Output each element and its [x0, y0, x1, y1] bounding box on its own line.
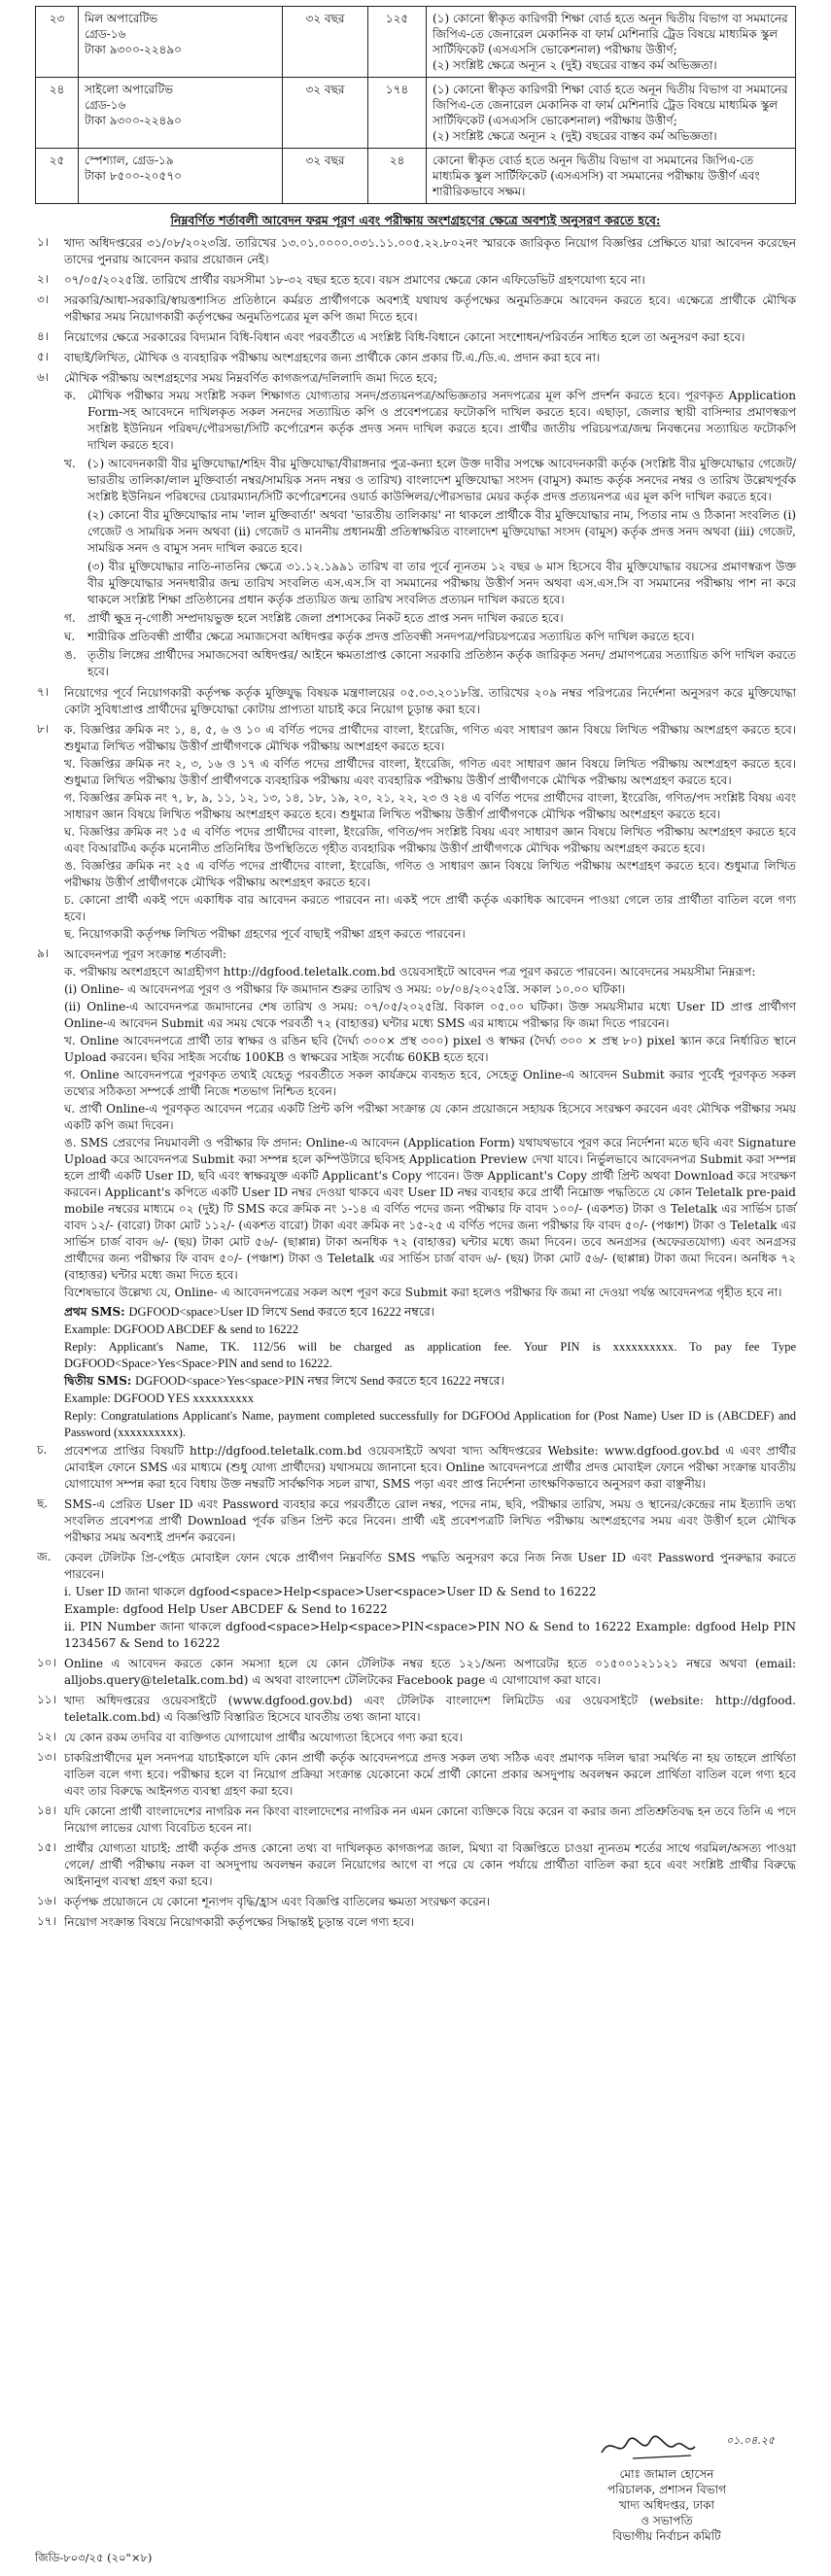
- item-number: চ.: [37, 1443, 48, 1457]
- item-line: ঙ. বিজ্ঞপ্তির ক্রমিক নং ২৫ এ বর্ণিত পদের প্রার্থীদের বাংলা, ইংরেজি, গণিত ও সাধারণ জ্ঞান বিষয়ে লিখিত পরীক্ষায় অংশগ্রহণ করতে হবে। শুধুমাত্র লিখিত পরীক্ষায় উত্তীর্ণ প্রার্থীগণকে মৌখিক পরীক্ষায় অংশগ্রহণ করতে হবে।: [64, 859, 796, 889]
- sub-item-label: [64, 507, 87, 557]
- sms-instructions: [35, 1304, 796, 1441]
- item-line: SMS-এ প্রেরিত User ID এবং Password ব্যবহার করে পরবর্তীতে রোল নম্বর, পদের নাম, ছবি, পরীক্ষার তারিখ, সময় ও স্থানের/কেন্দ্রের নাম ইত্যাদি তথ্য সংবলিত প্রবেশপত্র প্রার্থী Download পূর্বক রঙিন প্রিন্ট করে নিবেন। প্রার্থী এই প্রবেশপত্রটি লিখিত পরীক্ষায় অংশগ্রহণের সময় এবং উত্তীর্ণ হলে মৌখিক পরীক্ষার সময় অবশ্যই প্রদর্শন করবেন।: [64, 1497, 796, 1544]
- signature-date: ০১.০৪.২৫: [726, 2434, 775, 2447]
- item-line: ক. পরীক্ষায় অংশগ্রহণে আগ্রহীগণ http://dgfood.teletalk.com.bd ওয়েবসাইটে আবেদন পত্র পূরণ করতে পারবেন। আবেদনের সময়সীমা নিম্নরূপ:: [64, 965, 756, 979]
- item-number: ১৩।: [37, 1750, 56, 1764]
- item-text: [64, 1655, 796, 1690]
- sub-item-text: তৃতীয় লিঙ্গের প্রার্থীদের সমাজসেবা অধিদপ্তর/ আইনে ক্ষমতাপ্রাপ্ত কোনো সরকারি প্রতিষ্ঠান কর্তৃক জারিকৃত সনদ/ প্রমাণপত্রের সত্যায়িত কপি দাখিল করতে হবে।: [87, 648, 796, 678]
- item-text: [64, 369, 796, 682]
- item-text: [64, 684, 796, 719]
- item-line: বিশেষভাবে উল্লেখ্য যে, Online- এ আবেদনপত্রের সকল অংশ পূরণ করে Submit করা হলেও পরীক্ষার ফি জমা না দেওয়া পর্যন্ত আবেদনপত্র গৃহীত হবে না।: [64, 1286, 782, 1299]
- item-text: [64, 1729, 796, 1747]
- item-line: নিয়োগের পূর্বে নিয়োগকারী কর্তৃপক্ষ কর্তৃক মুক্তিযুদ্ধ বিষয়ক মন্ত্রণালয়ের ০৫.০৩.২০১৮খ্রি. তারিখের ২০৯ নম্বর পরিপত্রের নির্দেশনা অনুসরণ করে মুক্তিযোদ্ধা কোটা সুবিধাপ্রাপ্ত প্রার্থীদের মুক্তিযোদ্ধা কোটায় প্রাপ্যতা যাচাই করে নিয়োগ চূড়ান্ত করা হবে।: [64, 686, 796, 716]
- jobs-table-body: [36, 7, 796, 204]
- item-line: চাকরিপ্রার্থীদের মূল সনদপত্র যাচাইকালে যদি কোন প্রার্থী কর্তৃক আবেদনপত্রে প্রদত্ত সকল তথ্য সঠিক এবং প্রমাণক দলিল দ্বারা সমর্থিত না হয় তাহলে প্রার্থিতা বাতিল বলে গণ্য হবে। পরীক্ষার হলে বা নিয়োগ প্রক্রিয়া সংক্রান্ত যেকোনো কর্মে প্রার্থী কোনো প্রকার অসদুপায় অবলম্বন করলে প্রার্থিতা বাতিল বলে গণ্য হবে এবং তার বিরুদ্ধে আইনগত ব্যবস্থা গ্রহণ করা হবে।: [64, 1751, 796, 1798]
- list-item: [35, 1749, 796, 1801]
- job-count: ১৭৪: [368, 78, 427, 149]
- item-text: [64, 1749, 796, 1801]
- footer-code: জিডি-৮০৩/২৫ (২০"×৮): [35, 2551, 153, 2564]
- item-number: ১১।: [37, 1693, 56, 1706]
- item-text: [64, 945, 796, 1302]
- job-post: মিল অপারেটিভ গ্রেড-১৬ টাকা ৯৩০০-২২৪৯০: [79, 7, 283, 78]
- item-number: ১০।: [37, 1656, 56, 1669]
- sub-item-label: গ.: [64, 611, 76, 625]
- list-item: [35, 721, 796, 944]
- item-number: জ.: [37, 1550, 52, 1563]
- item-line: গ. Online আবেদনপত্রে পূরণকৃত তথ্যই যেহেতু পরবর্তীতে সকল কার্যক্রমে ব্যবহৃত হবে, সেহেতু Online-এ আবেদন Submit করার পূর্বেই পূরণকৃত সকল তথ্যের সঠিকতা সম্পর্কে প্রার্থী নিজে শতভাগ নিশ্চিত হবেন।: [64, 1068, 796, 1098]
- sub-item: [64, 507, 796, 557]
- list-item: [35, 1893, 796, 1911]
- job-age: ৩২ বছর: [283, 7, 368, 78]
- item-line: মৌখিক পরীক্ষায় অংশগ্রহণের সময় নিম্নবর্ণিত কাগজপত্র/দলিলাদি জমা দিতে হবে;: [64, 371, 438, 385]
- item-line: খাদ্য অধিদপ্তরের ওয়েবসাইটে (www.dgfood.gov.bd) এবং টেলিটক বাংলাদেশ লিমিটেড এর ওয়েবসাইটে (website: http://dgfood. teletalk.com.bd) এ বিজ্ঞপ্তিটি বিস্তারিত হিসেবে যাবতীয় তথ্য জানা যাবে।: [64, 1694, 796, 1724]
- sub-item: [64, 629, 796, 645]
- item-number: ১৭।: [37, 1914, 56, 1928]
- jobs-table: [35, 6, 796, 204]
- sms-second-label: দ্বিতীয় SMS:: [64, 1374, 132, 1388]
- item-number: ৫।: [37, 350, 50, 363]
- signatory-office: খাদ্য অধিদপ্তর, ঢাকা: [618, 2498, 715, 2512]
- item-line: (ii) Online-এ আবেদনপত্র জমাদানের শেষ তারিখ ও সময়: ০৭/০৫/২০২৫খ্রি. বিকাল ০৫.০০ ঘটিকা। উক্ত সময়সীমার মধ্যে User ID প্রাপ্ত প্রার্থীগণ Online-এ আবেদন Submit এর সময় থেকে পরবর্তী ৭২ (বাহাত্তর) ঘন্টার মধ্যে SMS এর মাধ্যমে পরীক্ষার ফি জমা দিতে পারবেন।: [64, 1000, 796, 1030]
- sub-item-label: ঙ.: [64, 648, 77, 662]
- list-item: [35, 328, 796, 347]
- table-row: [36, 7, 796, 78]
- item-number: ৬।: [37, 370, 50, 384]
- item-line: বাছাই/লিখিত, মৌখিক ও ব্যবহারিক পরীক্ষায় অংশগ্রহণের জন্য প্রার্থীকে কোন প্রকার টি.এ./ডি.এ. প্রদান করা হবে না।: [64, 351, 601, 364]
- item-text: [64, 328, 796, 347]
- item-line: যদি কোনো প্রার্থী বাংলাদেশের নাগরিক নন কিংবা বাংলাদেশের নাগরিক নন এমন কোনো ব্যক্তিকে বিয়ে করেন বা করার জন্য প্রতিশ্রুতিবদ্ধ হন তবে তিনি এ পদে নিয়োগ লাভের যোগ্য বিবেচিত হবেন না।: [64, 1804, 796, 1835]
- sub-item-label: ক.: [64, 389, 77, 402]
- list-item: [35, 292, 796, 326]
- job-serial: ২৩: [36, 7, 79, 78]
- item-line: আবেদনপত্র পূরণ সংক্রান্ত শর্তাবলী:: [64, 947, 226, 961]
- item-line: নিয়োগ সংক্রান্ত বিষয়ে নিয়োগকারী কর্তৃপক্ষের সিদ্ধান্তই চূড়ান্ত বলে গণ্য হবে।: [64, 1915, 415, 1929]
- sms-first-example: Example: DGFOOD ABCDEF & send to 16222: [64, 1322, 298, 1336]
- list-item: [35, 684, 796, 719]
- item-text: [64, 1495, 796, 1547]
- item-line: কর্তৃপক্ষ প্রয়োজনে যে কোনো শূন্যপদ বৃদ্ধি/হ্রাস এবং বিজ্ঞপ্তি বাতিলের ক্ষমতা সংরক্ষণ করেন।: [64, 1895, 491, 1908]
- item-number: ৩।: [37, 292, 50, 306]
- item-number: ১৬।: [37, 1894, 56, 1907]
- list-item: [35, 945, 796, 1302]
- item-line: প্রবেশপত্র প্রাপ্তির বিষয়টি http://dgfood.teletalk.com.bd ওয়েবসাইটে অথবা খাদ্য অধিদপ্তরের Website: www.dgfood.gov.bd এ এবং প্রার্থীর মোবাইল ফোনে SMS এর মাধ্যমে (শুধু যোগ্য প্রার্থীদের) যথাসময়ে জানানো হবে। Online আবেদনপত্রে প্রার্থীর প্রদত্ত মোবাইল ফোনে পরীক্ষা সংক্রান্ত যাবতীয় যোগাযোগ সম্পন্ন করা হবে বিধায় উক্ত নম্বরটি সার্বক্ষণিক সচল রাখা, SMS পড়া এবং প্রাপ্ত নির্দেশনা তাৎক্ষণিকভাবে অনুসরণ করা বাঞ্ছনীয়।: [64, 1444, 796, 1491]
- item-number: ৮।: [37, 722, 50, 736]
- item-text: [64, 271, 796, 290]
- item-line: প্রার্থীর যোগ্যতা যাচাই: প্রার্থী কর্তৃক প্রদত্ত কোনো তথ্য বা দাখিলকৃত কাগজপত্র জাল, মিথ্যা বা বিজ্ঞপ্তিতে চাওয়া ন্যূনতম শর্তের সাথে গরমিল/অসত্য পাওয়া গেলে/ প্রার্থী পরীক্ষায় নকল বা অসদুপায় অবলম্বন করলে নিয়োগের আগে বা পরে যে কোন পর্যায়ে প্রার্থীতা বাতিল করা হবে এবং সংশ্লিষ্ট প্রার্থীর বিরুদ্ধে আইনানুগ ব্যবস্থা গ্রহণ করা হবে।: [64, 1841, 796, 1888]
- list-item: [35, 1692, 796, 1727]
- item-number: ২।: [37, 272, 50, 286]
- table-row: [36, 78, 796, 149]
- list-item: [35, 1803, 796, 1838]
- item-line: (i) Online- এ আবেদনপত্র পূরণ ও পরীক্ষার ফি জমাদান শুরুর তারিখ ও সময়: ০৮/০৪/২০২৫খ্রি. সকাল ১০.০০ ঘটিকা।: [64, 982, 626, 996]
- item-line: ক. বিজ্ঞপ্তির ক্রমিক নং ১, ৪, ৫, ৬ ও ১০ এ বর্ণিত পদের প্রার্থীদের বাংলা, ইংরেজি, গণিত এবং সাধারণ জ্ঞান বিষয়ে লিখিত পরীক্ষায় অংশগ্রহণ করতে হবে। শুধুমাত্র লিখিত পরীক্ষায় উত্তীর্ণ প্রার্থীগণকে মৌখিক পরীক্ষায় অংশগ্রহণ করতে হবে।: [64, 723, 796, 753]
- item-number: ১২।: [37, 1730, 56, 1743]
- item-number: ছ.: [37, 1496, 49, 1510]
- item-text: [64, 292, 796, 326]
- signatory-role: ও সভাপতি: [641, 2514, 693, 2527]
- item-number: ১৪।: [37, 1803, 56, 1817]
- list-item: [35, 1549, 796, 1653]
- list-item: [35, 1442, 796, 1494]
- item-line: খ. বিজ্ঞপ্তির ক্রমিক নং ২, ৩, ১৬ ও ১৭ এ বর্ণিত পদের প্রার্থীদের বাংলা, ইংরেজি, গণিত এবং সাধারণ জ্ঞান বিষয়ে লিখিত পরীক্ষায় অংশগ্রহণ করতে হবে। শুধুমাত্র লিখিত পরীক্ষায় উত্তীর্ণ প্রার্থীগণকে ব্যবহারিক পরীক্ষায় এবং ব্যবহারিক পরীক্ষায় উত্তীর্ণ প্রার্থীগণকে মৌখিক পরীক্ষায় অংশগ্রহণ করতে হবে।: [64, 757, 796, 787]
- signature-scribble-icon: [594, 2429, 740, 2464]
- item-line: ছ. নিয়োগকারী কর্তৃপক্ষ লিখিত পরীক্ষা গ্রহণের পূর্বে বাছাই পরীক্ষা গ্রহণ করতে পারবেন।: [64, 927, 466, 941]
- sub-item-label: ঘ.: [64, 630, 76, 643]
- job-qualification: কোনো স্বীকৃত বোর্ড হতে অনূন দ্বিতীয় বিভাগ বা সমমানের জিপিএ-তে মাধ্যমিক স্কুল সার্টিফিকেট (এসএসসি) বা সমমানের পরীক্ষায় উত্তীর্ণ এবং শারীরিকভাবে সক্ষম।: [427, 149, 796, 204]
- item-text: [64, 1442, 796, 1494]
- sub-item-text: (৩) বীর মুক্তিযোদ্ধার নাতি-নাতনির ক্ষেত্রে ৩১.১২.১৯৯১ তারিখ বা তার পূর্বে ন্যূনতম ১২ বছর ৬ মাস হিসেবে বীর মুক্তিযোদ্ধার বয়সের প্রমাণস্বরূপ উক্ত বীর মুক্তিযোদ্ধার সনদধারীর জন্ম তারিখ সংবলিত এস.এস.সি বা সমমানের পরীক্ষায় উত্তীর্ণ সনদ অথবা এস.এস.সি বা সমমানের পরীক্ষায় পাশ না করে থাকলে সংশ্লিষ্ট শিক্ষা প্রতিষ্ঠানের প্রধান কর্তৃক প্রত্যয়িত জন্ম তারিখ সংবলিত প্রত্যয়ন দাখিল করতে হবে।: [87, 560, 796, 606]
- sub-item-label: খ.: [64, 457, 76, 470]
- job-age: ৩২ বছর: [283, 78, 368, 149]
- signatory-title: পরিচালক, প্রশাসন বিভাগ: [607, 2483, 726, 2496]
- item-line: ঘ. বিজ্ঞপ্তির ক্রমিক নং ১৫ এ বর্ণিত পদের প্রার্থীদের বাংলা, ইংরেজি, গণিত/পদ সংশ্লিষ্ট বিষয় এবং সাধারণ জ্ঞান বিষয়ে লিখিত পরীক্ষায় অংশগ্রহণ করতে হবে এবং বিআরটিএ কর্তৃক মনোনীত প্রতিনিধির উপস্থিতিতে গৃহীত ব্যবহারিক পরীক্ষায় উত্তীর্ণ প্রার্থীগণকে মৌখিক পরীক্ষায় অংশগ্রহণ করতে হবে।: [64, 825, 796, 855]
- list-item: [35, 271, 796, 290]
- item-line: খ. Online আবেদনপত্রে প্রার্থী তার স্বাক্ষর ও রঙিন ছবি (দৈর্ঘ্য ৩০০× প্রস্থ ৩০০) pixel ও স্বাক্ষর (দৈর্ঘ্য ৩০০ × প্রস্থ ৮০) pixel স্ক্যান করে নির্ধারিত স্থানে Upload করবেন। ছবির সাইজ সর্বোচ্চ 100KB ও স্বাক্ষরের সাইজ সর্বোচ্চ 60KB হতে হবে।: [64, 1034, 796, 1064]
- item-line: ঘ. প্রার্থী Online-এ পূরণকৃত আবেদন পত্রের একটি প্রিন্ট কপি পরীক্ষা সংক্রান্ত যে কোন প্রয়োজনে সহায়ক হিসেবে সংরক্ষণ করবেন এবং মৌখিক পরীক্ষার সময় একটি কপি জমা দিবেন।: [64, 1102, 796, 1132]
- item-line: Example: dgfood Help User ABCDEF & Send to 16222: [64, 1602, 388, 1616]
- sub-item-text: শারীরিক প্রতিবন্ধী প্রার্থীর ক্ষেত্রে সমাজসেবা অধিদপ্তর কর্তৃক প্রদত্ত প্রতিবন্ধী সনদপত্র/পরিচয়পত্রের সত্যায়িত কপি দাখিল করতে হবে।: [87, 630, 695, 643]
- item-text: [64, 1692, 796, 1727]
- item-line: খাদ্য অধিদপ্তরের ৩১/০৮/২০২৩খ্রি. তারিখের ১৩.০১.০০০০.০৩১.১১.০০৫.২২.৮০২নং স্মারকে জারিকৃত নিয়োগ বিজ্ঞপ্তির প্রেক্ষিতে যারা আবেদন করেছেন তাদের পুনরায় আবেদন করার প্রয়োজন নেই।: [64, 236, 796, 266]
- list-item: [35, 1655, 796, 1690]
- item-line: যে কোন রকম তদবির বা ব্যক্তিগত যোগাযোগ প্রার্থীর অযোগ্যতা হিসেবে গণ্য করা হবে।: [64, 1731, 463, 1744]
- signatory-committee: বিভাগীয় নির্বাচন কমিটি: [612, 2529, 721, 2543]
- job-post: সাইলো অপারেটিভ গ্রেড-১৬ টাকা ৯৩০০-২২৪৯০: [79, 78, 283, 149]
- item-line: কেবল টেলিটক প্রি-পেইড মোবাইল ফোন থেকে প্রার্থীগণ নিম্নবর্ণিত SMS পদ্ধতি অনুসরণ করে নিজ নিজ User ID এবং Password পুনরুদ্ধার করতে পারবেন।: [64, 1551, 796, 1581]
- conditions-heading: নিম্নবর্ণিত শর্তাবলী আবেদন ফরম পূরণ এবং পরীক্ষায় অংশগ্রহণের ক্ষেত্রে অবশ্যই অনুসরণ করতে হবে:: [170, 213, 661, 227]
- item-text: [64, 1549, 796, 1653]
- table-row: [36, 149, 796, 204]
- list-item: [35, 1839, 796, 1891]
- sub-item: [64, 559, 796, 608]
- item-line: ii. PIN Number জানা থাকলে dgfood<space>Help<space>PIN<space>PIN NO & Send to 16222 Example: dgfood Help PIN 1234567 & Send to 16222: [64, 1620, 796, 1650]
- sms-second-reply: Reply: Congratulations Applicant's Name, payment completed successfully for DGFOOd Application for (Post Name) User ID is (ABCDEF) and Password (xxxxxxxxxx).: [64, 1409, 796, 1439]
- job-count: ১২৫: [368, 7, 427, 78]
- sub-item-text: প্রার্থী ক্ষুদ্র নৃ-গোষ্ঠী সম্প্রদায়ভুক্ত হলে সংশ্লিষ্ট জেলা প্রশাসকের নিকট হতে প্রাপ্ত সনদ দাখিল করতে হবে।: [87, 611, 564, 625]
- item-number: ১।: [37, 235, 50, 249]
- sms-first-cmd: DGFOOD<space>User ID লিখে Send করতে হবে 16222 নম্বরে।: [128, 1305, 435, 1319]
- list-item: [35, 1495, 796, 1547]
- sub-item: [64, 647, 796, 680]
- job-post: স্পেশ্যাল, গ্রেড-১৯ টাকা ৮৫০০-২০৫৭০: [79, 149, 283, 204]
- signature-block: [565, 2429, 775, 2544]
- list-item: [35, 234, 796, 269]
- sub-item-text: (২) কোনো বীর মুক্তিযোদ্ধার নাম 'লাল মুক্তিবার্তা' অথবা 'ভারতীয় তালিকায়' না থাকলে প্রার্থীকে বীর মুক্তিযোদ্ধার নাম, পিতার নাম ও ঠিকানা সংবলিত (i) গেজেট ও সাময়িক সনদ অথবা (ii) গেজেট ও মাননীয় প্রধানমন্ত্রী প্রতিস্বাক্ষরিত বাংলাদেশ মুক্তিযোদ্ধা সংসদ (বামুস) কর্তৃক প্রদত্ত সনদ অথবা (iii) গেজেট, সাময়িক সনদ ও বামুস সনদ দাখিল করতে হবে।: [87, 508, 796, 555]
- conditions-list-continued: [35, 1442, 796, 1932]
- list-item: [35, 349, 796, 367]
- item-line: i. User ID জানা থাকলে dgfood<space>Help<space>User<space>User ID & Send to 16222: [64, 1585, 597, 1598]
- sub-item-label: [64, 559, 87, 608]
- sub-item: [64, 456, 796, 505]
- sub-item: [64, 610, 796, 627]
- item-line: ঙ. SMS প্রেরণের নিয়মাবলী ও পরীক্ষার ফি প্রদান: Online-এ আবেদন (Application Form) যথাযথভাবে পূরণ করে নির্দেশনা মতে ছবি এবং Signature Upload করে আবেদনপত্র Submit করা সম্পন্ন হলে কম্পিউটারে ছবিসহ Application Preview দেখা যাবে। নির্ভুলভাবে আবেদনপত্র Submit করা সম্পন্ন হলে প্রার্থী একটি User ID, ছবি এবং স্বাক্ষরযুক্ত একটি Applicant's Copy পাবেন। উক্ত Applicant's Copy প্রার্থী প্রিন্ট অথবা Download করে সংরক্ষণ করবেন। Applicant's কপিতে একটি User ID নম্বর দেওয়া থাকবে এবং User ID নম্বর ব্যবহার করে প্রার্থী নিম্নোক্ত পদ্ধতিতে যে কোন Teletalk pre-paid mobile নম্বরের মাধ্যমে ০২ (দুই) টি SMS করে ক্রমিক নং ১-১৪ এ বর্ণিত পদের জন্য পরীক্ষার ফি বাবদ ১০০/- (একশত) টাকা ও Teletalk এর সার্ভিস চার্জ বাবদ ১২/- (বারো) টাকা মোট ১১২/- (একশত বারো) টাকা এবং ক্রমিক নং ১৫-২৫ এ বর্ণিত পদের জন্য পরীক্ষার ফি বাবদ ৫০/- (পঞ্চাশ) টাকা ও Teletalk এর সার্ভিস চার্জ বাবদ ৬/- (ছয়) টাকা মোট ৫৬/- (ছাপ্পান্ন) টাকা অনধিক ৭২ (বাহাত্তর) ঘন্টার মধ্যে জমা দিবেন। তবে অনগ্রসর (অফেরতযোগ্য) এবং অনগ্রসর প্রার্থীদের জন্য পরীক্ষার ফি বাবদ ৫০/- (পঞ্চাশ) টাকা ও Teletalk এর সার্ভিস চার্জ বাবদ ৬/- (ছয়) টাকা মোট ৫৬/- (ছাপ্পান্ন) টাকা জমা দিবেন। অনধিক ৭২ (বাহাত্তর) ঘন্টার মধ্যে জমা দিতে হবে।: [64, 1136, 796, 1282]
- sms-second-example: Example: DGFOOD YES xxxxxxxxxx: [64, 1391, 255, 1405]
- list-item: [35, 1913, 796, 1932]
- sms-first-label: প্রথম SMS:: [64, 1305, 125, 1319]
- item-text: [64, 1893, 796, 1911]
- item-line: Online এ আবেদন করতে কোন সমস্যা হলে যে কোন টেলিটক নম্বর হতে ১২১/অন্য অপারেটর হতে ০১৫০০১২১১২১ নম্বরে অথবা (email: alljobs.query@teletalk.com.bd) এ অথবা বাংলাদেশ টেলিটকের Facebook page এ যোগাযোগ করা যাবে।: [64, 1657, 796, 1687]
- signatory-name: মোঃ জামাল হোসেন: [619, 2467, 714, 2481]
- item-text: [64, 1913, 796, 1932]
- item-line: নিয়োগের ক্ষেত্রে সরকারের বিদ্যমান বিধি-বিধান এবং পরবর্তীতে এ সংশ্লিষ্ট বিধি-বিধানে কোনো সংশোধন/পরিবর্তন সাধিত হলে তা অনুসরণ করা হবে।: [64, 330, 745, 344]
- sub-item: [64, 388, 796, 454]
- item-text: [64, 1803, 796, 1838]
- sub-item-text: মৌখিক পরীক্ষার সময় সংশ্লিষ্ট সকল শিক্ষাগত যোগ্যতার সনদ/প্রত্যয়নপত্র/অভিজ্ঞতার সনদপত্রের মূল কপি প্রদর্শন করতে হবে। পূরণকৃত Application Form-সহ আবেদনে দাখিলকৃত সকল সনদের সত্যায়িত কপি ও প্রবেশপত্রের ফটোকপি দাখিল করতে হবে। এছাড়া, জেলার স্থায়ী বাসিন্দার প্রমাণস্বরূপ সংশ্লিষ্ট ইউনিয়ন পরিষদ/পৌরসভা/সিটি কর্পোরেশন কর্তৃক প্রদত্ত সনদ দাখিল করতে হবে। প্রার্থীর জাতীয় পরিচয়পত্র/জন্ম নিবন্ধনের সত্যায়িত ফটোকপি দাখিল করতে হবে।: [87, 389, 796, 452]
- item-number: ৯।: [37, 946, 50, 960]
- job-qualification: (১) কোনো স্বীকৃত কারিগরী শিক্ষা বোর্ড হতে অনূন দ্বিতীয় বিভাগ বা সমমানের জিপিএ-তে জেনারেল মেকানিক বা ফার্ম মেশিনারি ট্রেড বিষয়ে মাধ্যমিক স্কুল সার্টিফিকেট (এসএসসি ভোকেশনাল) পরীক্ষায় উত্তীর্ণ; (২) সংশ্লিষ্ট ক্ষেত্রে অন্যূন ২ (দুই) বছরের বাস্তব কর্ম অভিজ্ঞতা।: [427, 78, 796, 149]
- sub-item-text: (১) আবেদনকারী বীর মুক্তিযোদ্ধা/শহিদ বীর মুক্তিযোদ্ধা/বীরাঙ্গনার পুত্র-কন্যা হলে উক্ত দাবীর সপক্ষে আবেদনকারী কর্তৃক (সংশ্লিষ্ট বীর মুক্তিযোদ্ধার গেজেট/ভারতীয় তালিকা/লাল মুক্তিবার্তা নম্বর/সাময়িক সনদ নম্বর ও তারিখ) বাংলাদেশ মুক্তিযোদ্ধা সংসদ (বামুস) কমান্ড কর্তৃক সনদের নম্বর ও তারিখ উল্লেখপূর্বক সংশ্লিষ্ট ইউনিয়ন পরিষদের চেয়ারম্যান/সিটি কর্পোরেশনের ওয়ার্ড কাউন্সিলর/পৌরসভার মেয়র কর্তৃক প্রদত্ত প্রত্যয়নপত্র এর মূল কপি দাখিল করতে হবে।: [87, 457, 796, 503]
- item-text: [64, 721, 796, 944]
- item-text: [64, 349, 796, 367]
- item-line: সরকারি/আধা-সরকারি/স্বায়ত্তশাসিত প্রতিষ্ঠানে কর্মরত প্রার্থীগণকে অবশ্যই যথাযথ কর্তৃপক্ষের অনুমতিক্রমে আবেদন করতে হবে। এক্ষেত্রে প্রার্থীকে মৌখিক পরীক্ষার সময় নিয়োগকারী কর্তৃপক্ষের অনুমতিপত্রের মূল কপি জমা দিতে হবে।: [64, 293, 796, 324]
- item-number: ১৫।: [37, 1840, 56, 1854]
- item-line: ০৭/০৫/২০২৫খ্রি. তারিখে প্রার্থীর বয়সসীমা ১৮-৩২ বছর হতে হবে। বয়স প্রমাণের ক্ষেত্রে কোন এফিডেভিট গ্রহণযোগ্য হবে না।: [64, 273, 645, 287]
- job-count: ২৪: [368, 149, 427, 204]
- item-text: [64, 234, 796, 269]
- conditions-list: [35, 234, 796, 1302]
- sms-first-reply: Reply: Applicant's Name, TK. 112/56 will be charged as application fee. Your PIN is xxxxxxxxxx. To pay fee Type DGFOOD<Space>Yes<Space>PIN and send to 16222.: [64, 1340, 796, 1370]
- job-serial: ২৫: [36, 149, 79, 204]
- sms-second-cmd: DGFOOD<space>Yes<space>PIN নম্বর লিখে Send করতে হবে 16222 নম্বরে।: [135, 1374, 504, 1388]
- item-text: [64, 1839, 796, 1891]
- job-qualification: (১) কোনো স্বীকৃত কারিগরী শিক্ষা বোর্ড হতে অনূন দ্বিতীয় বিভাগ বা সমমানের জিপিএ-তে জেনারেল মেকানিক বা ফার্ম মেশিনারি ট্রেড বিষয়ে মাধ্যমিক স্কুল সার্টিফিকেট (এসএসসি ভোকেশনাল) পরীক্ষায় উত্তীর্ণ; (২) সংশ্লিষ্ট ক্ষেত্রে অন্যূন ২ (দুই) বছরের বাস্তব কর্ম অভিজ্ঞতা।: [427, 7, 796, 78]
- list-item: [35, 369, 796, 682]
- job-age: ৩২ বছর: [283, 149, 368, 204]
- item-line: চ. কোনো প্রার্থী একই পদে একাধিক বার আবেদন করতে পারবেন না। একই পদে প্রার্থী কর্তৃক একাধিক আবেদন পাওয়া গেলে তার প্রার্থীতা বাতিল বলে গণ্য হবে।: [64, 893, 796, 923]
- job-serial: ২৪: [36, 78, 79, 149]
- item-number: ৭।: [37, 685, 50, 699]
- item-number: ৪।: [37, 329, 50, 343]
- list-item: [35, 1729, 796, 1747]
- item-line: গ. বিজ্ঞপ্তির ক্রমিক নং ৭, ৮, ৯, ১১, ১২, ১৩, ১৪, ১৮, ১৯, ২০, ২১, ২২, ২৩ ও ২৪ এ বর্ণিত পদের প্রার্থীদের বাংলা, ইংরেজি, গণিত/পদ সংশ্লিষ্ট বিষয় এবং সাধারণ জ্ঞান বিষয়ে লিখিত পরীক্ষায় অংশগ্রহণ করতে হবে। শুধুমাত্র লিখিত পরীক্ষায় উত্তীর্ণ প্রার্থীগণকে মৌখিক পরীক্ষায় অংশগ্রহণ করতে হবে।: [64, 791, 796, 821]
